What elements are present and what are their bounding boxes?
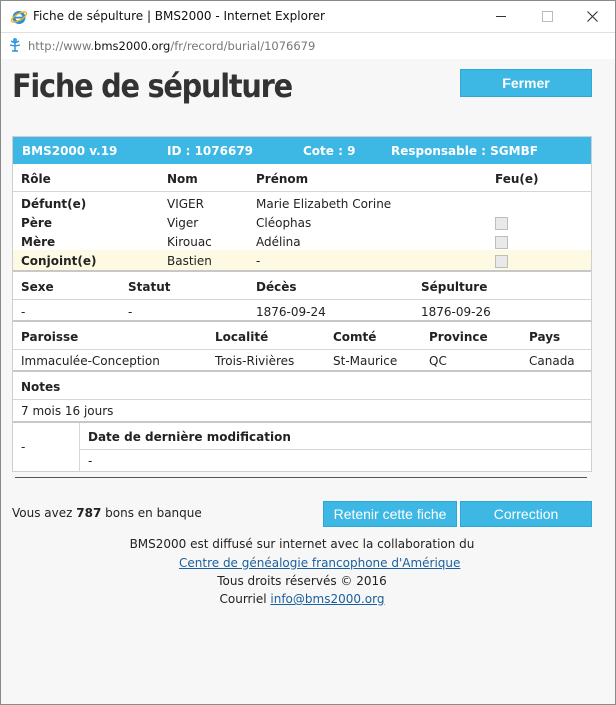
sepulture-value: 1876-09-26: [421, 305, 491, 319]
col-header-nom: Nom: [167, 172, 198, 186]
divider: [13, 370, 591, 372]
divider: [13, 349, 591, 350]
feu-checkbox: [495, 236, 508, 249]
record-version: BMS2000 v.19: [22, 144, 118, 158]
nom-value: VIGER: [167, 197, 204, 211]
nom-value: Bastien: [167, 254, 212, 268]
url-text[interactable]: http://www.bms2000.org/fr/record/burial/1076679: [28, 39, 316, 53]
nom-value: Kirouac: [167, 235, 212, 249]
email-link[interactable]: info@bms2000.org: [270, 592, 385, 606]
divider: [13, 270, 591, 272]
prenom-value: Marie Elizabeth Corine: [256, 197, 392, 211]
correction-button[interactable]: Correction: [460, 501, 592, 527]
col-header-pays: Pays: [529, 330, 561, 344]
modification-left-value: -: [21, 440, 26, 454]
modification-date-value: -: [88, 454, 93, 468]
feu-checkbox: [495, 217, 508, 230]
page-title: Fiche de sépulture: [12, 67, 292, 105]
bank-count: 787: [76, 506, 102, 520]
window-title: Fiche de sépulture | BMS2000 - Internet Explorer: [33, 9, 325, 23]
genealogy-center-link[interactable]: Centre de généalogie francophone d'Amérique: [179, 556, 461, 570]
page-content: [1, 59, 615, 704]
burial-record-card: [12, 136, 592, 472]
retain-record-button[interactable]: Retenir cette fiche: [323, 501, 457, 527]
separator-line: [15, 477, 587, 478]
col-header-province: Province: [429, 330, 488, 344]
minimize-button[interactable]: [478, 1, 524, 32]
table-row: [13, 250, 591, 270]
contact-line: [1, 592, 603, 606]
divider: [13, 399, 591, 400]
province-value: QC: [429, 354, 447, 368]
record-id: ID : 1076679: [167, 144, 254, 158]
bank-balance: Vous avez 787 bons en banque: [12, 506, 202, 520]
modification-header: Date de dernière modification: [88, 430, 291, 444]
role-label: Conjoint(e): [21, 254, 97, 268]
divider: [13, 421, 591, 423]
internet-explorer-icon: [10, 8, 28, 26]
col-header-sexe: Sexe: [21, 280, 54, 294]
minimize-icon: [496, 16, 506, 17]
pays-value: Canada: [529, 354, 575, 368]
paroisse-value: Immaculée-Conception: [21, 354, 160, 368]
role-label: Père: [21, 216, 52, 230]
col-header-role: Rôle: [21, 172, 51, 186]
record-responsable: Responsable : SGMBF: [391, 144, 538, 158]
divider: [79, 423, 80, 471]
sexe-value: -: [21, 305, 26, 319]
prenom-value: Adélina: [256, 235, 301, 249]
localite-value: Trois-Rivières: [215, 354, 295, 368]
col-header-feu: Feu(e): [495, 172, 539, 186]
nom-value: Viger: [167, 216, 199, 230]
copyright-text: Tous droits réservés © 2016: [217, 574, 387, 588]
role-label: Défunt(e): [21, 197, 87, 211]
footer-collaboration-text: BMS2000 est diffusé sur internet avec la collaboration du: [129, 537, 475, 551]
prenom-value: Cléophas: [256, 216, 312, 230]
prenom-value: -: [256, 254, 261, 268]
feu-checkbox: [495, 255, 508, 268]
maximize-icon: [542, 11, 553, 22]
col-header-localite: Localité: [215, 330, 269, 344]
contact-label: Courriel: [219, 592, 267, 606]
comte-value: St-Maurice: [333, 354, 398, 368]
address-bar[interactable]: [1, 32, 615, 60]
close-icon: [587, 11, 598, 22]
notes-header: Notes: [21, 380, 61, 394]
divider: [13, 320, 591, 322]
role-label: Mère: [21, 235, 56, 249]
notes-value: 7 mois 16 jours: [21, 404, 114, 418]
col-header-statut: Statut: [128, 280, 171, 294]
maximize-button: [524, 1, 570, 32]
col-header-paroisse: Paroisse: [21, 330, 79, 344]
deces-value: 1876-09-24: [256, 305, 326, 319]
page-tree-icon: [7, 37, 23, 53]
divider: [79, 449, 591, 450]
record-cote: Cote : 9: [303, 144, 356, 158]
divider: [13, 191, 591, 192]
statut-value: -: [128, 305, 133, 319]
col-header-deces: Décès: [256, 280, 297, 294]
divider: [13, 299, 591, 300]
close-window-button[interactable]: [569, 1, 615, 32]
col-header-prenom: Prénom: [256, 172, 309, 186]
record-header: [13, 137, 591, 164]
col-header-comte: Comté: [333, 330, 377, 344]
col-header-sepulture: Sépulture: [421, 280, 488, 294]
close-button[interactable]: Fermer: [460, 69, 592, 97]
title-bar: [1, 1, 615, 32]
